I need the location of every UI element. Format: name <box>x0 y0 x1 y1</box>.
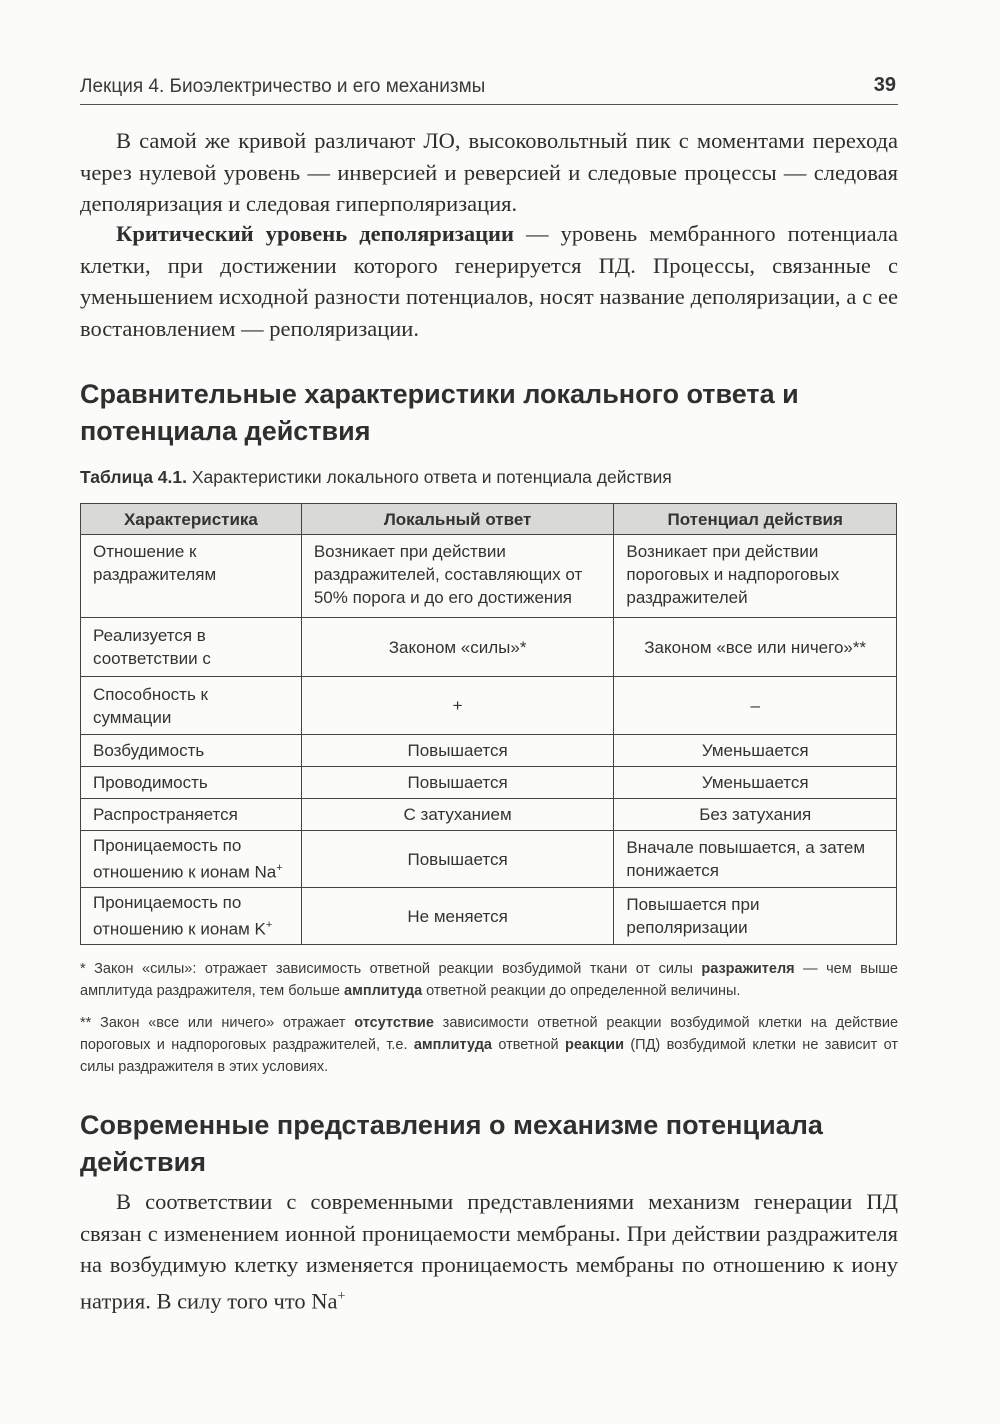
cell-text: Проницаемость по отношению к ионам K <box>93 893 266 939</box>
table-cell: Законом «все или ничего»** <box>614 618 897 677</box>
table-row <box>81 735 897 767</box>
footnote-text: ответной <box>491 1037 565 1053</box>
table-cell: Без затухания <box>614 799 897 831</box>
running-title: Лекция 4. Биоэлектричество и его механизмы <box>80 76 486 97</box>
table-row <box>81 799 897 831</box>
cell-text: Проницаемость по отношению к ионам Na <box>93 836 277 882</box>
table-row <box>81 535 897 618</box>
paragraph-critical-level-text: — уровень мембранного потенциала клетки, при достижении которого генерируется ПД. Процессы, связанные с уменьшением исходной разности потенциалов, носят название деполяризации, а с ее востановлением — реполяризации. <box>80 221 898 341</box>
table-cell: + <box>301 677 614 735</box>
footnote-text: (ПД) возбудимой клетки не зависит от силы раздражителя в этих условиях. <box>80 1037 898 1075</box>
section-heading-mechanism: Современные представления о механизме потенциала действия <box>80 1110 823 1177</box>
footnote-bold: отсутствие <box>354 1015 434 1031</box>
table-cell: Повышается <box>301 735 614 767</box>
table-cell: Проводимость <box>81 767 302 799</box>
term-critical-level: Критический уровень деполяризации <box>116 221 514 246</box>
table-cell: Уменьшается <box>614 767 897 799</box>
table-cell: Возникает при действии раздражителей, составляющих от 50% порога и до его достижения <box>301 535 614 618</box>
table-header-row <box>81 504 897 535</box>
table-caption <box>80 467 672 488</box>
superscript-plus: + <box>276 862 283 875</box>
table-cell <box>81 831 302 888</box>
table-row <box>81 888 897 945</box>
column-header: Локальный ответ <box>301 504 614 535</box>
column-header: Потенциал действия <box>614 504 897 535</box>
table-cell: Повышается <box>301 831 614 888</box>
paragraph-mechanism <box>80 1186 898 1317</box>
superscript-plus: + <box>337 1288 346 1304</box>
table-cell: Вначале повышается, а затем понижается <box>614 831 897 888</box>
paragraph-curve-description: В самой же кривой различают ЛО, высоковольтный пик с моментами перехода через нулевой уровень — инверсией и реверсией и следовые процессы — следовая деполяризация и следовая гиперполяризация. <box>80 128 898 216</box>
page-number: 39 <box>873 74 896 96</box>
paragraph-mechanism-text: В соответствии с современными представлениями механизм генерации ПД связан с изменением ионной проницаемости мембраны. При действии раздражителя на возбудимую клетку изменяется проницаемость мембраны по отношению к иону натрия. В силу того что Na <box>80 1189 898 1313</box>
comparison-table <box>80 503 897 945</box>
footnote-text: зависимости ответной реакции возбудимой клетки на действие пороговых и надпороговых раздражителей, т.е. <box>80 1015 899 1053</box>
footnote-bold: амплитуда <box>344 983 423 999</box>
footnote-text: ответной реакции до определенной величины. <box>422 983 741 999</box>
table-cell: Отношение к раздражителям <box>81 535 302 618</box>
footnote-all-or-nothing <box>80 1012 898 1078</box>
footnote-law-of-strength <box>80 958 898 1002</box>
footnote-bold: реакции <box>565 1037 624 1053</box>
table-row <box>81 618 897 677</box>
footnote-text: — чем выше амплитуда раздражителя, тем больше <box>80 961 898 999</box>
table-cell: – <box>614 677 897 735</box>
table-caption-text: Характеристики локального ответа и потенциала действия <box>187 467 672 487</box>
table-cell: Возбудимость <box>81 735 302 767</box>
section-heading-comparison: Сравнительные характеристики локального ответа и потенциала действия <box>80 379 799 446</box>
table-cell: Законом «силы»* <box>301 618 614 677</box>
table-cell: Повышается при реполяризации <box>614 888 897 945</box>
table-cell: Возникает при действии пороговых и надпороговых раздражителей <box>614 535 897 618</box>
superscript-plus: + <box>265 919 273 932</box>
paragraph-critical-level <box>80 218 898 344</box>
table-cell: Способность к суммации <box>81 677 302 735</box>
table-cell: Повышается <box>301 767 614 799</box>
footnote-text: ** Закон «все или ничего» отражает <box>80 1015 355 1031</box>
running-header <box>80 74 898 105</box>
table-caption-label: Таблица 4.1. <box>80 467 187 487</box>
footnote-bold: разражителя <box>701 961 795 977</box>
table-cell: С затуханием <box>301 799 614 831</box>
column-header: Характеристика <box>81 504 302 535</box>
footnote-bold: амплитуда <box>413 1037 492 1053</box>
table-cell: Реализуется в соответствии с <box>81 618 302 677</box>
table-cell: Не меняется <box>301 888 614 945</box>
table-cell <box>81 888 302 945</box>
table-row <box>81 767 897 799</box>
table-cell: Распространяется <box>81 799 302 831</box>
table-cell: Уменьшается <box>614 735 897 767</box>
table-row <box>81 677 897 735</box>
footnote-text: * Закон «силы»: отражает зависимость ответной реакции возбудимой ткани от силы <box>80 961 702 977</box>
table-row <box>81 831 897 888</box>
